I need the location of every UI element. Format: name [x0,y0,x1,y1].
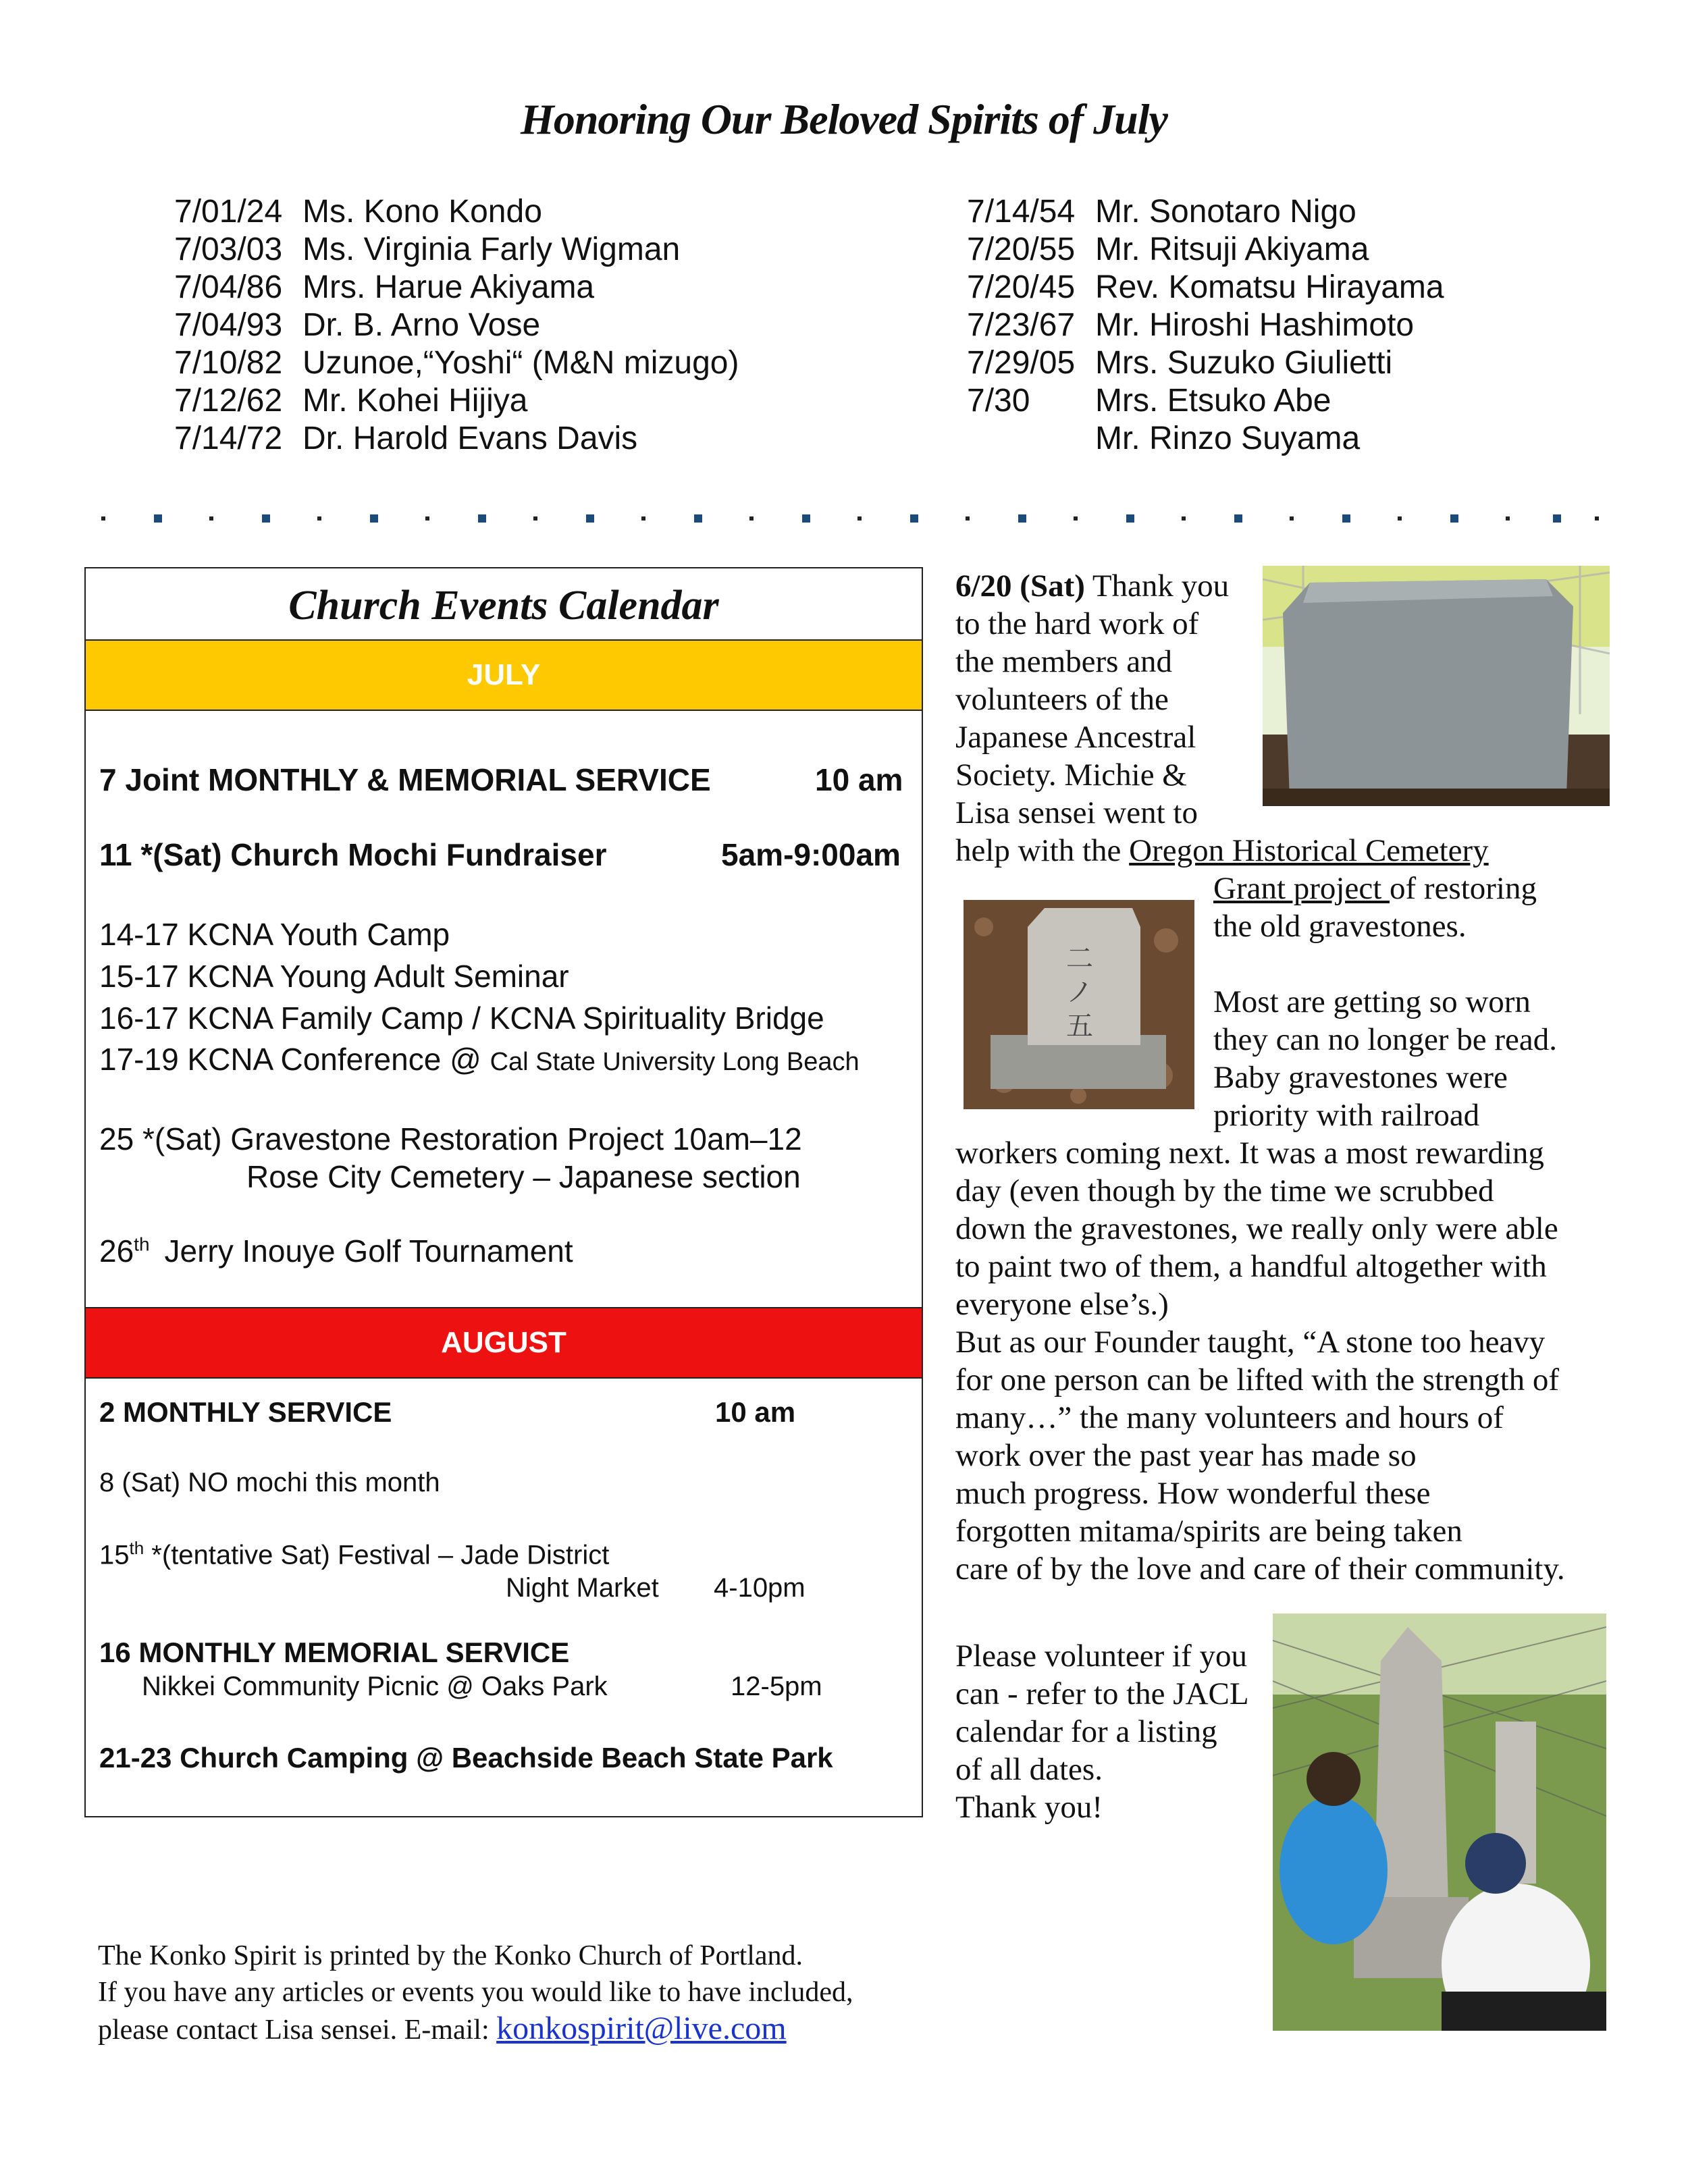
memorial-date: 7/23/67 [967,307,1076,343]
event-time: 10 am [815,762,903,797]
article-line [955,567,1489,605]
email-link[interactable]: konkospirit@live.com [496,2010,787,2046]
article-line: Lisa sensei went to [955,795,1198,830]
article-block-e [955,1637,1249,1826]
article-line: workers coming next. It was a most rewarding [955,1136,1544,1171]
article-line: day (even though by the time we scrubbed [955,1173,1494,1208]
article-line [955,832,1489,870]
memorial-entry [967,193,1444,231]
memorial-name: Rev. Komatsu Hirayama [1095,269,1444,305]
memorial-date: 7/30 [967,383,1030,419]
article-text: help with the [955,833,1130,868]
article-text: Thank you [1092,568,1230,604]
svg-text:五: 五 [1066,1011,1093,1042]
article-line: But as our Founder taught, “A stone too heavy [955,1325,1546,1360]
article-line: priority with railroad [1213,1098,1480,1133]
memorial-date: 7/04/93 [174,307,283,343]
ordinal-suffix: th [134,1233,150,1255]
memorial-date: 7/04/86 [174,269,283,305]
event-day: 26 [99,1233,134,1269]
article-block-c [1213,983,1557,1134]
event-family-camp: 16-17 KCNA Family Camp / KCNA Spirituality Bridge [99,1001,824,1036]
article-line: Japanese Ancestral [955,720,1196,755]
article-line: to the hard work of [955,606,1199,641]
article-line: Baby gravestones were [1213,1060,1508,1095]
article-line: down the gravestones, we really only were able [955,1211,1558,1246]
event-day: 15 [99,1540,130,1570]
footer-line [98,2010,853,2048]
memorial-name: Ms. Virginia Farly Wigman [302,232,681,267]
page-title: Honoring Our Beloved Spirits of July [521,95,1167,143]
article-block-a [955,567,1489,870]
article-line: can - refer to the JACL [955,1676,1249,1711]
svg-text:二: 二 [1066,943,1093,974]
event-gravestone-restoration: 25 *(Sat) Gravestone Restoration Project 10am–12 [99,1121,802,1156]
article-line: much progress. How wonderful these [955,1476,1431,1511]
article-line: calendar for a listing [955,1714,1217,1749]
event-label: Jerry Inouye Golf Tournament [164,1233,573,1269]
article-block-d [955,1134,1565,1588]
memorial-date: 7/01/24 [174,194,283,230]
article-line: everyone else’s.) [955,1287,1169,1322]
august-header: AUGUST [86,1307,922,1379]
memorial-entry [174,382,739,420]
event-golf-tournament [99,1233,573,1269]
memorial-name: Mr. Hiroshi Hashimoto [1095,307,1415,343]
footer-note [98,1938,853,2048]
calendar-title: Church Events Calendar [288,583,719,629]
memorial-name: Uzunoe,“Yoshi“ (M&N mizugo) [302,345,739,381]
memorial-name: Mr. Ritsuji Akiyama [1095,232,1369,267]
memorial-entry [174,420,739,458]
memorial-date: 7/12/62 [174,383,283,419]
memorial-name: Dr. B. Arno Vose [302,307,541,343]
cemetery-grant-link-cont[interactable]: Grant project [1213,871,1390,906]
memorial-date: 7/10/82 [174,345,283,381]
memorial-date: 7/20/55 [967,232,1076,267]
event-mochi-fundraiser: 11 *(Sat) Church Mochi Fundraiser [99,837,607,872]
event-picnic: Nikkei Community Picnic @ Oaks Park [142,1672,608,1701]
memorial-entry [967,344,1444,382]
article-line [1213,870,1537,907]
article-line: many…” the many volunteers and hours of [955,1400,1504,1435]
memorial-entry [967,420,1444,458]
article-date: 6/20 (Sat) [955,568,1085,604]
gravestone-photo-2 [964,900,1194,1109]
dotted-divider [101,513,1600,524]
article-line: Most are getting so worn [1213,984,1531,1019]
july-header: JULY [86,639,922,711]
event-no-mochi: 8 (Sat) NO mochi this month [99,1468,440,1497]
article-line: care of by the love and care of their community. [955,1551,1565,1587]
memorial-entry [174,193,739,231]
memorial-entry [967,382,1444,420]
memorial-entry [967,307,1444,344]
article-line: the members and [955,644,1173,679]
event-time: 10 am [715,1396,796,1428]
article-text: of restoring [1390,871,1537,906]
cemetery-grant-link[interactable]: Oregon Historical Cemetery [1129,833,1489,868]
memorial-list-left [174,193,739,458]
article-line: Please volunteer if you [955,1639,1248,1674]
event-location: Night Market [506,1573,659,1603]
memorial-entry [174,344,739,382]
event-label: 17-19 KCNA Conference @ [99,1042,490,1077]
memorial-name: Mrs. Etsuko Abe [1095,383,1331,419]
memorial-name: Mr. Sonotaro Nigo [1095,194,1356,230]
memorial-date: 7/03/03 [174,232,283,267]
memorial-name: Mrs. Harue Akiyama [302,269,595,305]
footer-line: If you have any articles or events you would like to have included, [98,1977,853,2008]
volunteers-photo [1273,1614,1606,2031]
memorial-entry [174,269,739,307]
memorial-date: 7/14/72 [174,421,283,456]
ordinal-suffix: th [129,1538,144,1558]
article-line: for one person can be lifted with the strength of [955,1362,1560,1397]
event-time: 4-10pm [714,1573,806,1603]
event-time: 12-5pm [731,1672,822,1701]
memorial-entry [967,269,1444,307]
memorial-name: Dr. Harold Evans Davis [302,421,638,456]
memorial-name: Mr. Kohei Hijiya [302,383,528,419]
memorial-name: Ms. Kono Kondo [302,194,542,230]
event-time: 5am-9:00am [721,837,901,872]
event-kcna-conference [99,1041,860,1077]
event-youth-camp: 14-17 KCNA Youth Camp [99,917,450,952]
footer-text: please contact Lisa sensei. E-mail: [98,2015,497,2046]
article-line: work over the past year has made so [955,1438,1417,1473]
article-line: the old gravestones. [1213,909,1467,944]
article-line: volunteers of the [955,682,1169,717]
svg-text:ノ: ノ [1066,977,1093,1008]
events-calendar [84,567,923,1817]
article-line: Thank you! [955,1790,1103,1825]
memorial-entry [967,231,1444,269]
memorial-name: Mr. Rinzo Suyama [1095,421,1361,456]
article-line: Society. Michie & [955,757,1187,793]
article-line: forgotten mitama/spirits are being taken [955,1514,1462,1549]
event-young-adult-seminar: 15-17 KCNA Young Adult Seminar [99,959,569,994]
event-church-camping: 21-23 Church Camping @ Beachside Beach State Park [99,1742,833,1774]
article-line: they can no longer be read. [1213,1022,1557,1057]
memorial-date: 7/20/45 [967,269,1076,305]
article-line: of all dates. [955,1752,1103,1787]
article-line: to paint two of them, a handful altogether with [955,1249,1547,1284]
event-location: Cal State University Long Beach [490,1048,860,1076]
memorial-entry [174,307,739,344]
memorial-entry [174,231,739,269]
article-block-b [1213,870,1537,945]
event-location: Rose City Cemetery – Japanese section [246,1159,801,1194]
event-memorial-service: 16 MONTHLY MEMORIAL SERVICE [99,1636,570,1668]
memorial-list-right [967,193,1444,458]
memorial-date: 7/14/54 [967,194,1076,230]
event-monthly-service: 2 MONTHLY SERVICE [99,1396,392,1428]
memorial-date: 7/29/05 [967,345,1076,381]
event-festival [99,1538,609,1570]
event-joint-service: 7 Joint MONTHLY & MEMORIAL SERVICE [99,762,711,797]
memorial-name: Mrs. Suzuko Giulietti [1095,345,1393,381]
footer-line: The Konko Spirit is printed by the Konko Church of Portland. [98,1940,803,1971]
event-label: *(tentative Sat) Festival – Jade District [144,1540,610,1570]
